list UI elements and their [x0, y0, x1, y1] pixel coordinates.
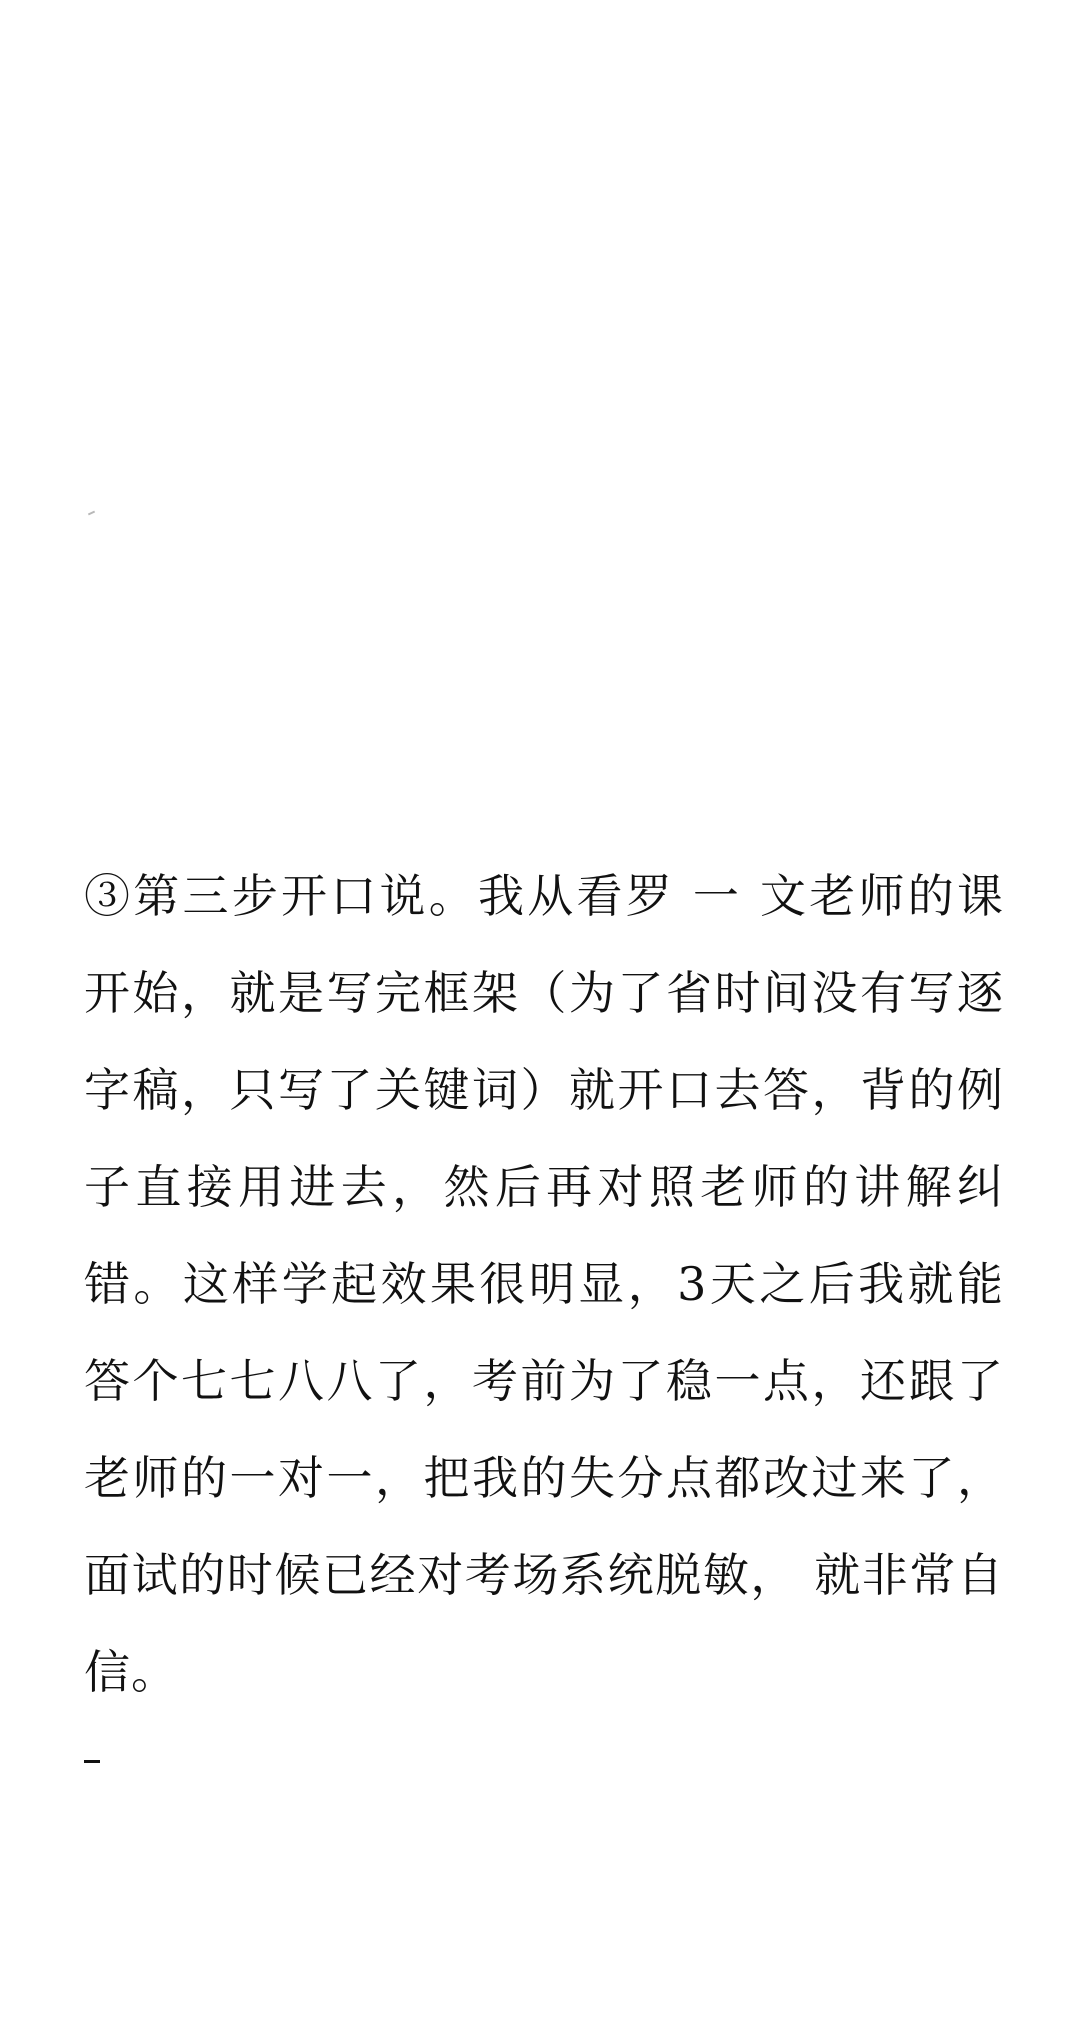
end-mark: [84, 1760, 100, 1763]
article-paragraph: ③第三步开口说。我从看罗 一 文老师的课开始，就是写完框架（为了省时间没有写逐字稿，只写了关键词）就开口去答，背的例子直接用进去，然后再对照老师的讲解纠错。这样学起效果很明显，3天之后我就能答个七七八八了，考前为了稳一点，还跟了老师的一对一，把我的失分点都改过来了，面试的时候已经对考场系统脱敏， 就非常自信。: [84, 869, 1004, 1699]
scan-speck: [88, 511, 95, 516]
